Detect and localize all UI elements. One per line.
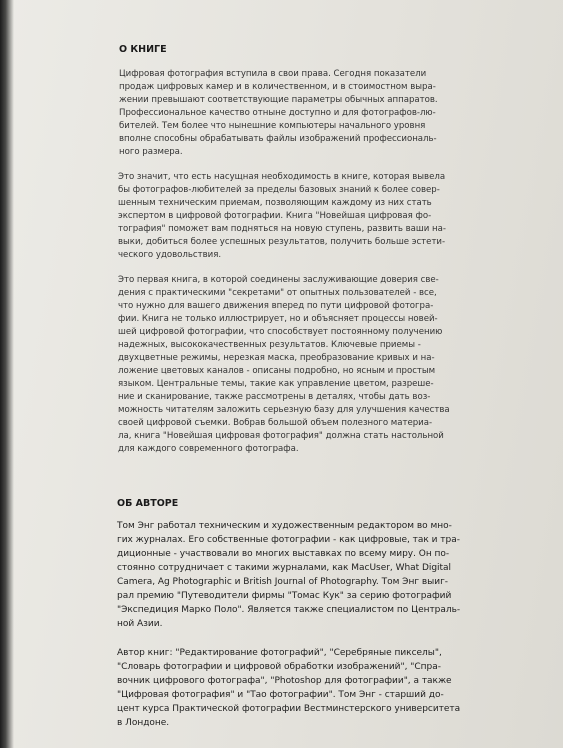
text-line: стоянно сотрудничает с такими журналами, как MacUser, What Digital <box>117 563 452 573</box>
text-line: вполне способны обрабатывать файлы изображений профессиональ- <box>119 134 437 144</box>
text-line: своей цифровой съемки. Вобрав большой объем полезного материа- <box>118 418 433 428</box>
text-line: что нужно для вашего движения вперед по пути цифровой фотогра- <box>118 301 434 311</box>
text-line: продаж цифровых камер и в количественном, и в стоимостном выра- <box>119 82 436 92</box>
text-line: тография" поможет вам подняться на новую ступень, развить ваши на- <box>118 224 446 234</box>
text-line: "Словарь фотографии и цифровой обработки изображений", "Спра- <box>117 662 441 672</box>
text-line: "Экспедиция Марко Поло". Является также специалистом по Централь- <box>117 605 461 615</box>
text-line: выки, добиться более успешных результатов, получить больше эстети- <box>118 237 446 247</box>
binding-shadow <box>0 0 14 748</box>
text-line: Camera, Ag Photographic и British Journal of Photography. Том Энг выиг- <box>117 577 449 587</box>
text-line: шенным техническим приемам, позволяющим каждому из них стать <box>118 198 432 208</box>
text-line: ла, книга "Новейшая цифровая фотография" должна стать настольной <box>118 431 444 441</box>
text-line: ческого удовольствия. <box>118 250 222 260</box>
text-line: в Лондоне. <box>117 718 170 728</box>
text-line: можность читателям заложить серьезную базу для улучшения качества <box>118 405 450 415</box>
text-line: Цифровая фотография вступила в свои права. Сегодня показатели <box>119 69 427 79</box>
text-line: Профессиональное качество отныне доступно и для фотографов-лю- <box>119 108 436 118</box>
text-line: диционные - участвовали во многих выставках по всему миру. Он по- <box>117 549 450 559</box>
text-line: фии. Книга не только иллюстрирует, но и объясняет процессы новей- <box>118 314 438 324</box>
text-line: двухцветные режимы, нерезкая маска, преобразование кривых и на- <box>118 353 435 363</box>
text-line: ние и сканирование, также рассмотрены в деталях, чтобы дать воз- <box>118 392 431 402</box>
text-line: жении превышают соответствующие параметры обычных аппаратов. <box>119 95 438 105</box>
text-line: бы фотографов-любителей за пределы базовых знаний к более совер- <box>118 185 440 195</box>
text-line: Автор книг: "Редактирование фотографий", "Серебряные пикселы", <box>117 648 442 658</box>
text-line: шей цифровой фотографии, что способствует постоянному получению <box>118 327 443 337</box>
about-book-heading: О КНИГЕ <box>119 44 167 55</box>
text-line: "Цифровая фотография" и "Тао фотографии". Том Энг - старший до- <box>117 690 444 700</box>
text-line: для каждого современного фотографа. <box>118 444 299 454</box>
about-author-heading: ОБ АВТОРЕ <box>117 498 179 509</box>
text-line: ной Азии. <box>117 619 163 629</box>
text-line: надежных, высококачественных результатов. Ключевые приемы - <box>118 340 421 350</box>
text-line: Том Энг работал техническим и художественным редактором во мно- <box>117 521 452 531</box>
text-line: дения с практическими "секретами" от опытных пользователей - все, <box>118 288 437 298</box>
text-line: цент курса Практической фотографии Вестминстерского университета <box>117 704 461 714</box>
text-line: рал премию "Путеводители фирмы "Томас Кук" за серию фотографий <box>117 591 452 601</box>
text-line: гих журналах. Его собственные фотографии - как цифровые, так и тра- <box>117 535 460 545</box>
text-line: Это первая книга, в которой соединены заслуживающие доверия све- <box>118 275 439 285</box>
text-line: ного размера. <box>119 147 183 157</box>
text-line: вочник цифрового фотографа", "Photoshop для фотографии", а также <box>117 676 452 686</box>
text-line: ложение цветовых каналов - описаны подробно, но ясным и простым <box>118 366 436 376</box>
text-line: бителей. Тем более что нынешние компьютеры начального уровня <box>119 121 426 131</box>
text-line: Это значит, что есть насущная необходимость в книге, которая вывела <box>118 172 446 182</box>
text-line: экспертом в цифровой фотографии. Книга "Новейшая цифровая фо- <box>118 211 432 221</box>
text-line: языком. Центральные темы, такие как управление цветом, разреше- <box>118 379 434 389</box>
